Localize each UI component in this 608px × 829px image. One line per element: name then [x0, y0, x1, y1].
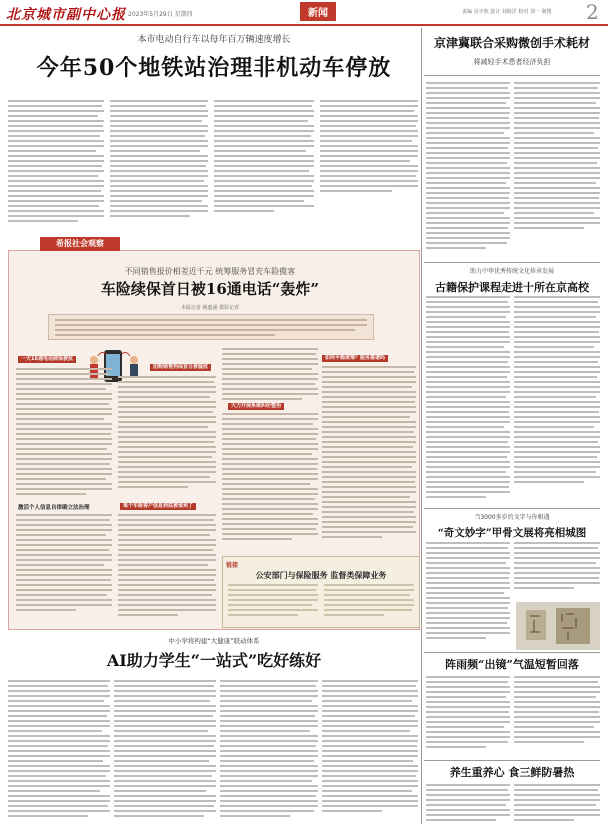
- right-mid-col-1: [426, 294, 510, 506]
- text-lines: [214, 98, 314, 230]
- right-divider-1: [424, 262, 600, 263]
- right-top-col-2: [514, 80, 600, 258]
- feature-subhead-1: 一天16通电话续保被扰: [18, 356, 76, 363]
- header-rule: [0, 24, 608, 26]
- text-lines: [8, 678, 110, 824]
- text-lines: [16, 366, 112, 498]
- right-divider-3: [424, 652, 600, 653]
- right-mid-col-2: [514, 294, 600, 506]
- feature-intro-box: [48, 314, 374, 340]
- right-bottom1-col-2: [514, 674, 600, 758]
- text-lines: [426, 80, 510, 258]
- feature-col-3: [222, 346, 318, 546]
- text-lines: [222, 346, 318, 546]
- text-lines: [322, 364, 416, 546]
- lead-title: 今年50个地铁站治理非机动车停放: [36, 55, 392, 81]
- text-lines: [426, 540, 510, 648]
- text-lines: [426, 294, 510, 506]
- feature-subhead-5: 如何平衡统筹？服务靠谱吗: [322, 355, 388, 362]
- right-mid-title: 古籍保护课程走进十所在京高校: [435, 281, 589, 294]
- lead-article-col-2: [110, 98, 208, 230]
- page-header: [0, 0, 608, 24]
- right-top-subtitle: 将减轻手术患者经济负担: [473, 58, 551, 66]
- column-divider: [421, 28, 422, 824]
- right-bottom2-col-2: [514, 782, 600, 824]
- right-divider-4: [424, 760, 600, 761]
- right-bottom1-col-1: [426, 674, 510, 758]
- right-bottom2-headline-block: [424, 764, 600, 780]
- note-text: [228, 582, 414, 624]
- bottom-left-headline-block: [8, 636, 420, 671]
- text-lines: [8, 98, 104, 230]
- feature-subhead-2: 团购销售热线首日被骚扰: [150, 364, 211, 371]
- right-mid-headline-block: [424, 266, 600, 295]
- right-lower-col-1: [426, 540, 510, 648]
- text-lines: [16, 512, 112, 624]
- feature-sidebar-head: 激活个人信息自律确立法治理: [18, 505, 90, 511]
- text-lines: [514, 674, 600, 758]
- right-top-title: 京津冀联合采购微创手术耗材: [433, 36, 590, 50]
- note-tag: 链接: [226, 562, 239, 569]
- text-lines: [220, 678, 318, 824]
- right-bottom1-headline-block: [424, 656, 600, 672]
- text-lines: [110, 98, 208, 230]
- issue-date: 2023年5月29日 星期四: [128, 11, 193, 18]
- bottom-left-col-1: [8, 678, 110, 824]
- bottom-left-col-2: [114, 678, 216, 824]
- right-divider-2: [424, 508, 600, 509]
- lead-article-col-1: [8, 98, 104, 230]
- right-lower-title: “奇文妙字”甲骨文展将亮相城图: [437, 527, 587, 539]
- text-lines: [118, 374, 216, 498]
- text-lines: [426, 782, 510, 824]
- text-lines: [228, 582, 414, 624]
- right-mid-kicker: 助力中华优秀传统文化传承发展: [469, 268, 554, 275]
- feature-subhead-3: 大力开展系统纠纷整治: [228, 403, 284, 410]
- oracle-bone-photo: [516, 602, 600, 650]
- right-lower-headline-block: [424, 512, 600, 540]
- feature-col-2b: [118, 512, 216, 624]
- feature-col-2: [118, 374, 216, 498]
- right-top-col-1: [426, 80, 510, 258]
- text-lines: [320, 98, 418, 230]
- editor-credits: 责编 吴宇欣 设计 刘海洋 校对 刘一 制图: [462, 9, 552, 15]
- right-lower-col-2: [514, 540, 600, 600]
- bottom-left-col-3: [220, 678, 318, 824]
- feature-banner: 希报社会观察: [40, 237, 120, 251]
- lead-kicker: 本市电动自行车以每年百万辆速度增长: [137, 35, 291, 45]
- right-top-headline-block: [424, 28, 600, 76]
- feature-title: 车险续保首日被16通电话“轰炸”: [100, 280, 320, 298]
- text-lines: [514, 294, 600, 506]
- text-lines: [114, 678, 216, 824]
- text-lines: [514, 80, 600, 258]
- text-lines: [322, 678, 418, 824]
- right-bottom2-title: 养生重养心 食三鲜防暑热: [449, 766, 575, 779]
- section-label: 新闻: [300, 2, 336, 21]
- note-title: 公安部门与保险服务 监督类保障业务: [255, 571, 387, 580]
- feature-subhead-4: 每个车险客户信息到底被谁卖了: [120, 503, 196, 510]
- lead-headline-block: [8, 32, 420, 94]
- text-lines: [49, 315, 373, 339]
- text-lines: [118, 512, 216, 624]
- bottom-left-title: AI助力学生“一站式”吃好练好: [106, 651, 322, 670]
- page-number: 2: [586, 0, 599, 24]
- feature-sidebar-col: [16, 512, 112, 624]
- bottom-left-kicker: 中小学将构建“大健康”联动体系: [168, 637, 260, 645]
- masthead: 北京城市副中心报: [6, 7, 126, 23]
- feature-col-1: [16, 366, 112, 498]
- text-lines: [426, 674, 510, 758]
- bottom-left-col-4: [322, 678, 418, 824]
- feature-byline: 本报记者 姚蕴涵 摄影记者: [180, 305, 240, 311]
- lead-article-col-4: [320, 98, 418, 230]
- text-lines: [514, 540, 600, 600]
- right-bottom1-title: 阵雨频“出镜”气温短暂回落: [445, 658, 579, 671]
- lead-article-col-3: [214, 98, 314, 230]
- right-bottom2-col-1: [426, 782, 510, 824]
- feature-col-4: [322, 364, 416, 546]
- text-lines: [514, 782, 600, 824]
- right-lower-kicker: 当3000多岁的文字与你相遇: [474, 514, 550, 521]
- feature-kicker: 不同销售报价相差近千元 统筹服务冒充车险揽客: [124, 267, 296, 276]
